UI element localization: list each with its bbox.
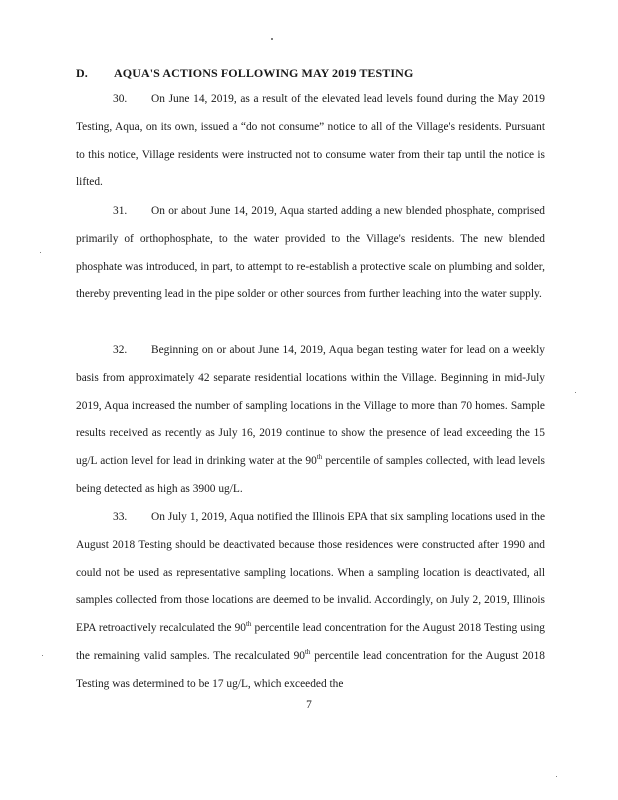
- paragraph-text: Beginning on or about June 14, 2019, Aqua began testing water for lead on a weekly basis from approximately 42 separate residential locations within the Village. Beginning in mid-July 2019, Aqua increased the number of sampling locations in the Village to more than 70 homes. Sample results received as recently as July 16, 2019 continue to show the presence of lead exceeding the 15 ug/L action level for lead in drinking water at the 90: [76, 344, 545, 468]
- paragraph-number: 30.: [113, 93, 128, 105]
- scan-speck: [556, 776, 557, 777]
- paragraph-30: [76, 86, 545, 197]
- section-title: AQUA'S ACTIONS FOLLOWING MAY 2019 TESTING: [114, 66, 414, 80]
- paragraph-number: 31.: [113, 205, 128, 217]
- paragraph-text: On July 1, 2019, Aqua notified the Illinois EPA that six sampling locations used in the August 2018 Testing should be deactivated because those residences were constructed after 1990 and could not be used as representative sampling locations. When a sampling location is deactivated, all samples collected from those locations are deemed to be invalid. Accordingly, on July 2, 2019, Illinois EPA retroactively recalculated the 90: [76, 511, 545, 635]
- paragraph-number: 33.: [113, 511, 128, 523]
- paragraph-text-cont: percentile of samples collected, with lead levels being detected as high as 3900 ug/L.: [76, 455, 545, 495]
- paragraph-33: [76, 504, 545, 699]
- paragraph-31: [76, 198, 545, 309]
- superscript: th: [245, 620, 252, 629]
- paragraph-number: 32.: [113, 344, 128, 356]
- scan-speck: [575, 392, 576, 393]
- paragraph-text: On June 14, 2019, as a result of the elevated lead levels found during the May 2019 Testing, Aqua, on its own, issued a “do not consume” notice to all of the Village's residents. Pursuant to this notice, Village residents were instructed not to consume water from their tap until the notice is lifted.: [76, 93, 545, 189]
- superscript: th: [316, 453, 323, 462]
- superscript: th: [304, 648, 311, 657]
- paragraph-text: On or about June 14, 2019, Aqua started adding a new blended phosphate, comprised primarily of orthophosphate, to the water provided to the Village's residents. The new blended phosphate was introduced, in part, to attempt to re-establish a protective scale on plumbing and solder, thereby preventing lead in the pipe solder or other sources from further leaching into the water supply.: [76, 205, 545, 301]
- section-letter: D.: [76, 66, 88, 80]
- page-number: 7: [306, 699, 312, 711]
- scan-speck: [40, 252, 41, 253]
- section-heading: [76, 66, 413, 81]
- scan-speck: [271, 38, 273, 40]
- paragraph-32: [76, 337, 545, 504]
- paragraph-text-cont: percentile lead concentration for the August 2018 Testing was determined to be 17 ug/L, which exceeded the: [76, 649, 545, 690]
- scan-speck: [42, 655, 43, 656]
- paragraph-text-cont: percentile lead concentration for the August 2018 Testing using the remaining valid samples. The recalculated 90: [76, 622, 545, 662]
